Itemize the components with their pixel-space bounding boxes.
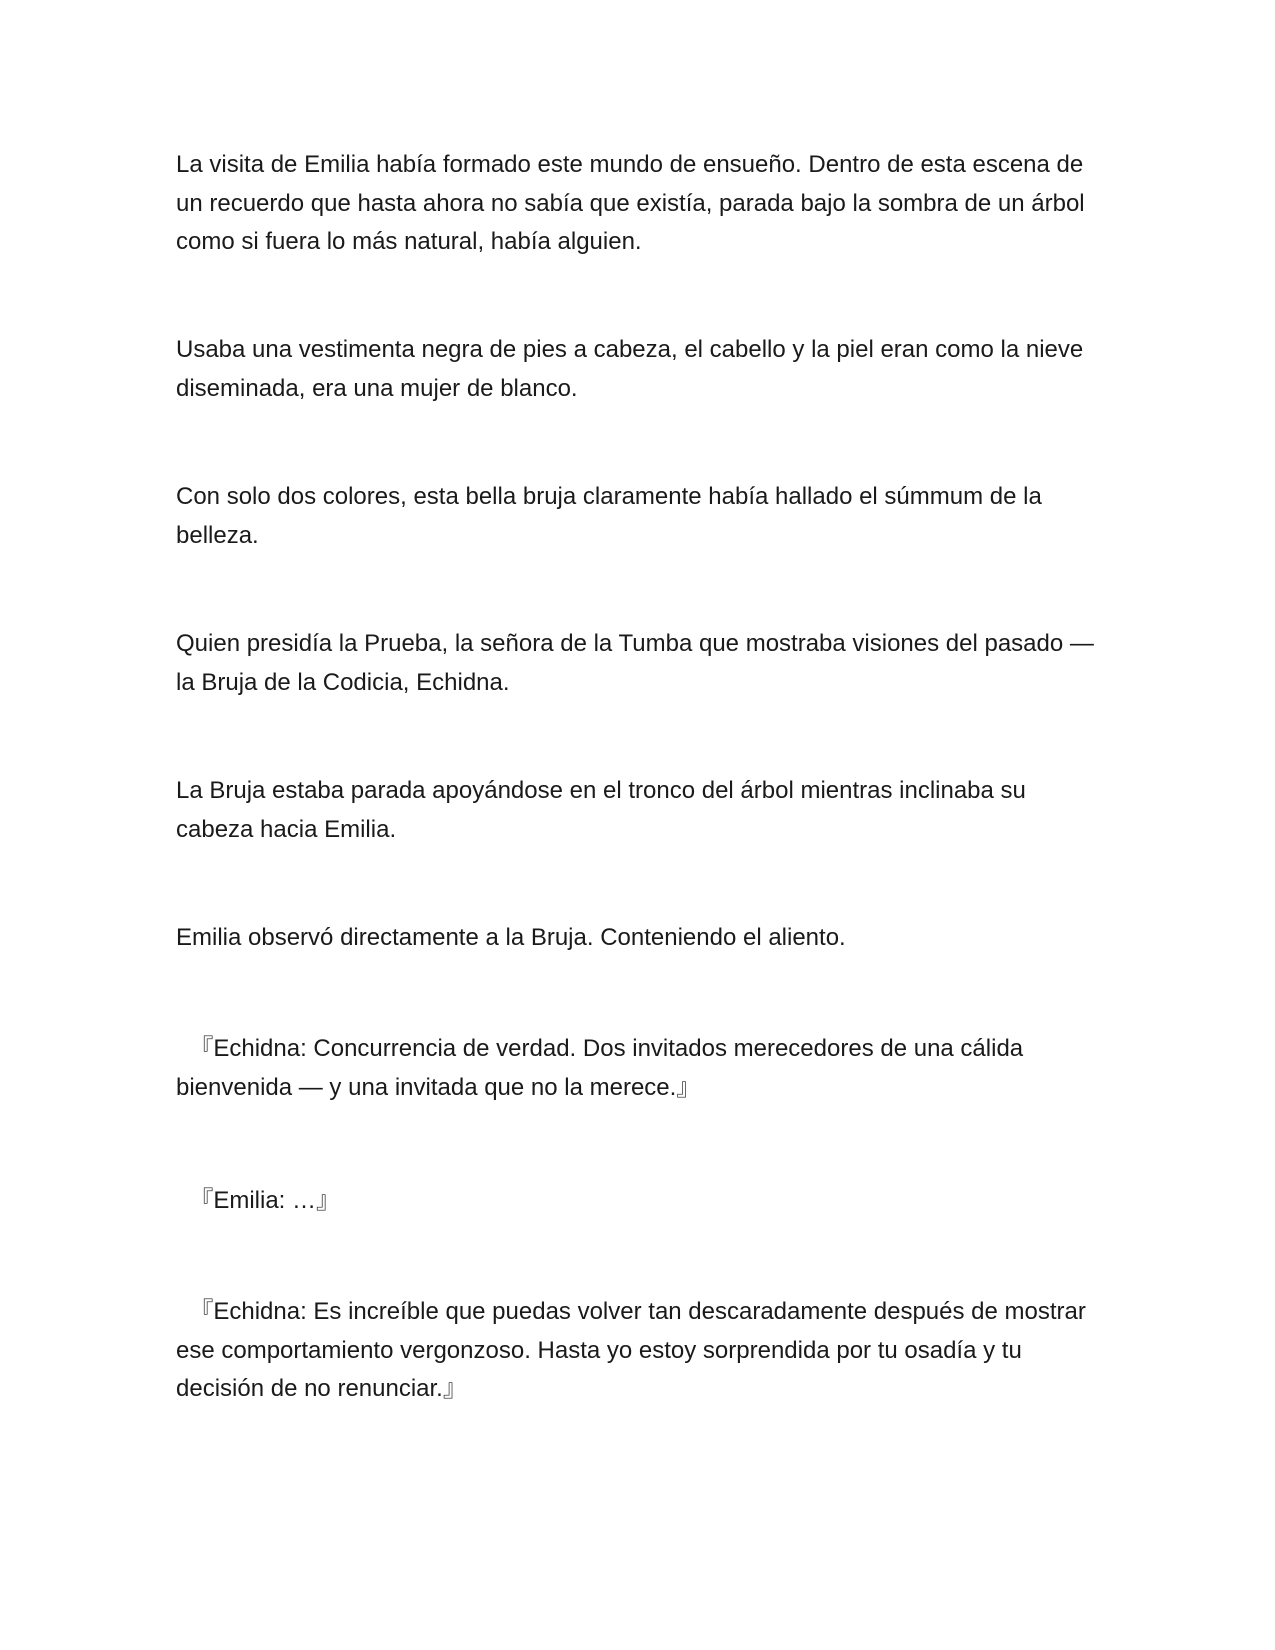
paragraph-6: Emilia observó directamente a la Bruja. Conteniendo el aliento.: [176, 924, 846, 951]
paragraph-4: Quien presidía la Prueba, la señora de la Tumba que mostraba visiones del pasado — la Bruja de la Codicia, Echidna.: [176, 630, 1101, 696]
paragraph-1: La visita de Emilia había formado este mundo de ensueño. Dentro de esta escena de un recuerdo que hasta ahora no sabía que existía, parada bajo la sombra de un árbol como si fuera lo más natural, había alguien.: [176, 151, 1092, 255]
paragraph-5: La Bruja estaba parada apoyándose en el tronco del árbol mientras inclinaba su cabeza hacia Emilia.: [176, 777, 1033, 843]
paragraph-3: Con solo dos colores, esta bella bruja claramente había hallado el súmmum de la belleza.: [176, 483, 1049, 549]
dialogue-echidna-1: 『Echidna: Concurrencia de verdad. Dos invitados merecedores de una cálida bienvenida — y una invitada que no la merece.』: [176, 1035, 1030, 1101]
dialogue-echidna-2: 『Echidna: Es increíble que puedas volver tan descaradamente después de mostrar ese comportamiento vergonzoso. Hasta yo estoy sorprendida por tu osadía y tu decisión de no renunciar.』: [176, 1298, 1093, 1402]
paragraph-2: Usaba una vestimenta negra de pies a cabeza, el cabello y la piel eran como la nieve diseminada, era una mujer de blanco.: [176, 336, 1090, 402]
dialogue-emilia: 『Emilia: …』: [176, 1187, 341, 1214]
